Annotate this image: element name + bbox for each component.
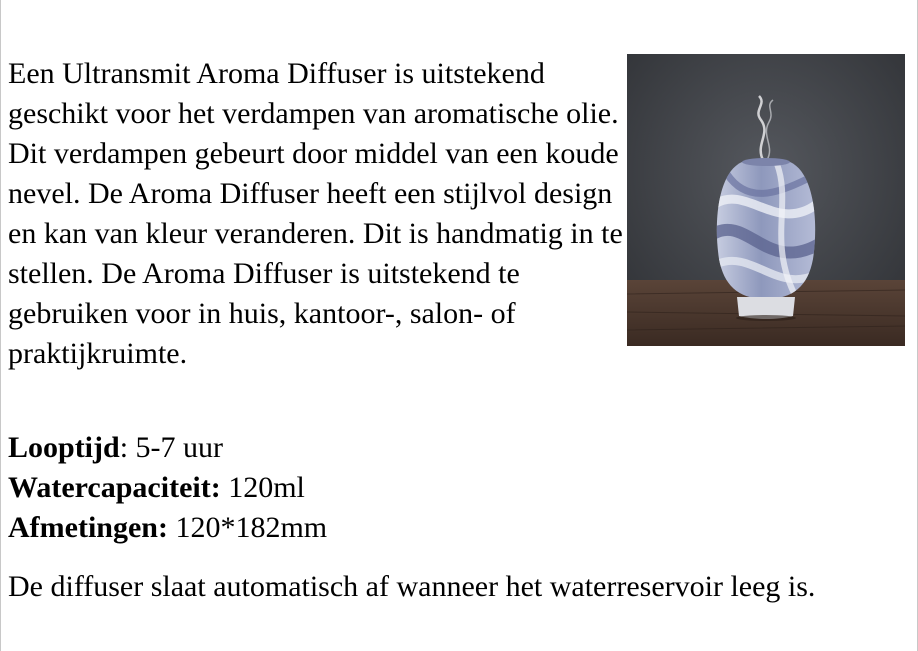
spec-dimensions-label: Afmetingen:: [8, 511, 168, 544]
spec-runtime-label: Looptijd: [8, 431, 120, 464]
spec-dimensions: [8, 508, 327, 548]
spec-capacity: [8, 468, 327, 508]
spec-list: [8, 428, 327, 548]
auto-shutoff-note: De diffuser slaat automatisch af wanneer het waterreservoir leeg is.: [8, 570, 816, 603]
spec-runtime: [8, 428, 327, 468]
spec-runtime-value: 5-7 uur: [135, 431, 224, 464]
spec-capacity-value: 120ml: [228, 471, 305, 504]
spec-dimensions-value: 120*182mm: [175, 511, 328, 544]
spec-runtime-separator: :: [119, 431, 136, 464]
product-description: Een Ultransmit Aroma Diffuser is uitstekend geschikt voor het verdampen van aromatische olie. Dit verdampen gebeurt door middel van een koude nevel. De Aroma Diffuser heeft een stijlvol design en kan van kleur veranderen. Dit is handmatig in te stellen. De Aroma Diffuser is uitstekend te gebruiken voor in huis, kantoor-, salon- of praktijkruimte.: [8, 57, 623, 370]
spec-capacity-label: Watercapaciteit:: [8, 471, 221, 504]
aroma-diffuser-photo: [627, 54, 905, 346]
